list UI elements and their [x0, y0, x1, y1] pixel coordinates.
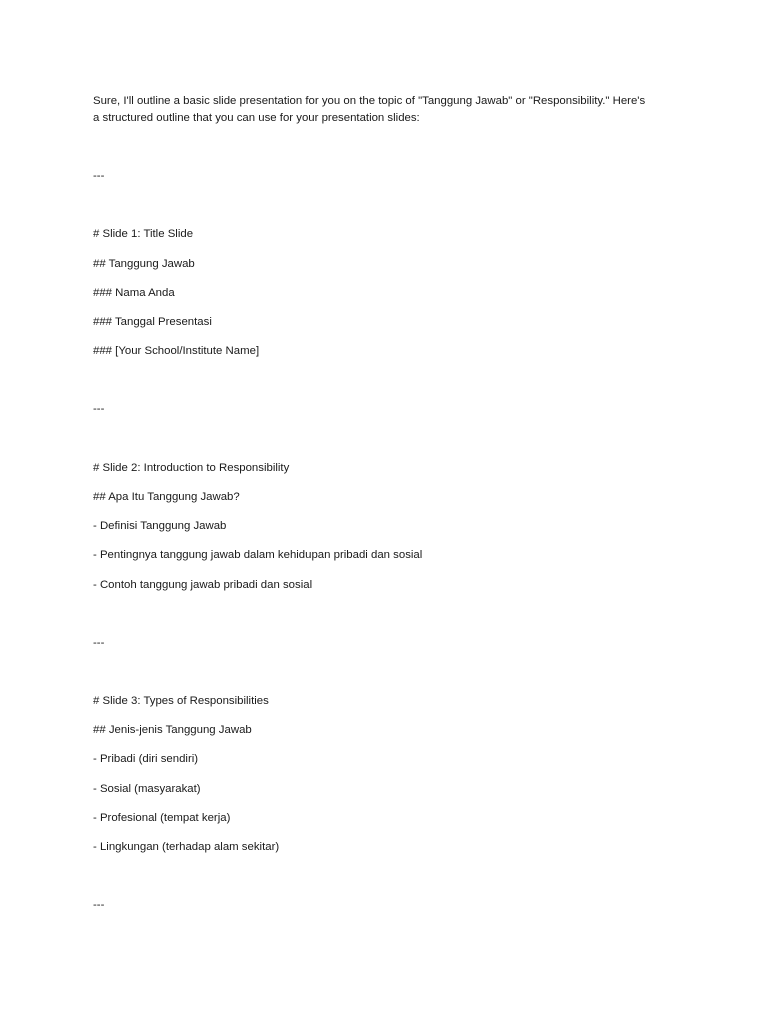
slide-3-line: ## Jenis-jenis Tanggung Jawab	[93, 724, 252, 736]
slide-3-line: - Profesional (tempat kerja)	[93, 812, 231, 824]
intro-line: Sure, I'll outline a basic slide presentation for you on the topic of "Tanggung Jawab" or "Responsibility." Here's	[93, 95, 646, 107]
slide-2-line: ## Apa Itu Tanggung Jawab?	[93, 491, 240, 503]
slide-1-line: ### Nama Anda	[93, 287, 175, 299]
slide-3-line: - Pribadi (diri sendiri)	[93, 753, 199, 765]
slide-2-line: - Definisi Tanggung Jawab	[93, 520, 227, 532]
slide-3-line: - Sosial (masyarakat)	[93, 783, 201, 795]
slide-2-line: - Contoh tanggung jawab pribadi dan sosial	[93, 579, 313, 591]
slide-2-heading: # Slide 2: Introduction to Responsibility	[93, 462, 290, 474]
separator: ---	[93, 637, 105, 649]
slide-1-line: ## Tanggung Jawab	[93, 258, 195, 270]
slide-2-line: - Pentingnya tanggung jawab dalam kehidupan pribadi dan sosial	[93, 549, 423, 561]
slide-1-heading: # Slide 1: Title Slide	[93, 228, 194, 240]
separator: ---	[93, 170, 105, 182]
intro-line: a structured outline that you can use for your presentation slides:	[93, 112, 420, 124]
intro-paragraph	[93, 93, 693, 127]
slide-1-line: ### [Your School/Institute Name]	[93, 345, 260, 357]
slide-1-line: ### Tanggal Presentasi	[93, 316, 212, 328]
separator: ---	[93, 403, 105, 415]
separator: ---	[93, 899, 105, 911]
slide-3-heading: # Slide 3: Types of Responsibilities	[93, 695, 269, 707]
slide-3-line: - Lingkungan (terhadap alam sekitar)	[93, 841, 280, 853]
